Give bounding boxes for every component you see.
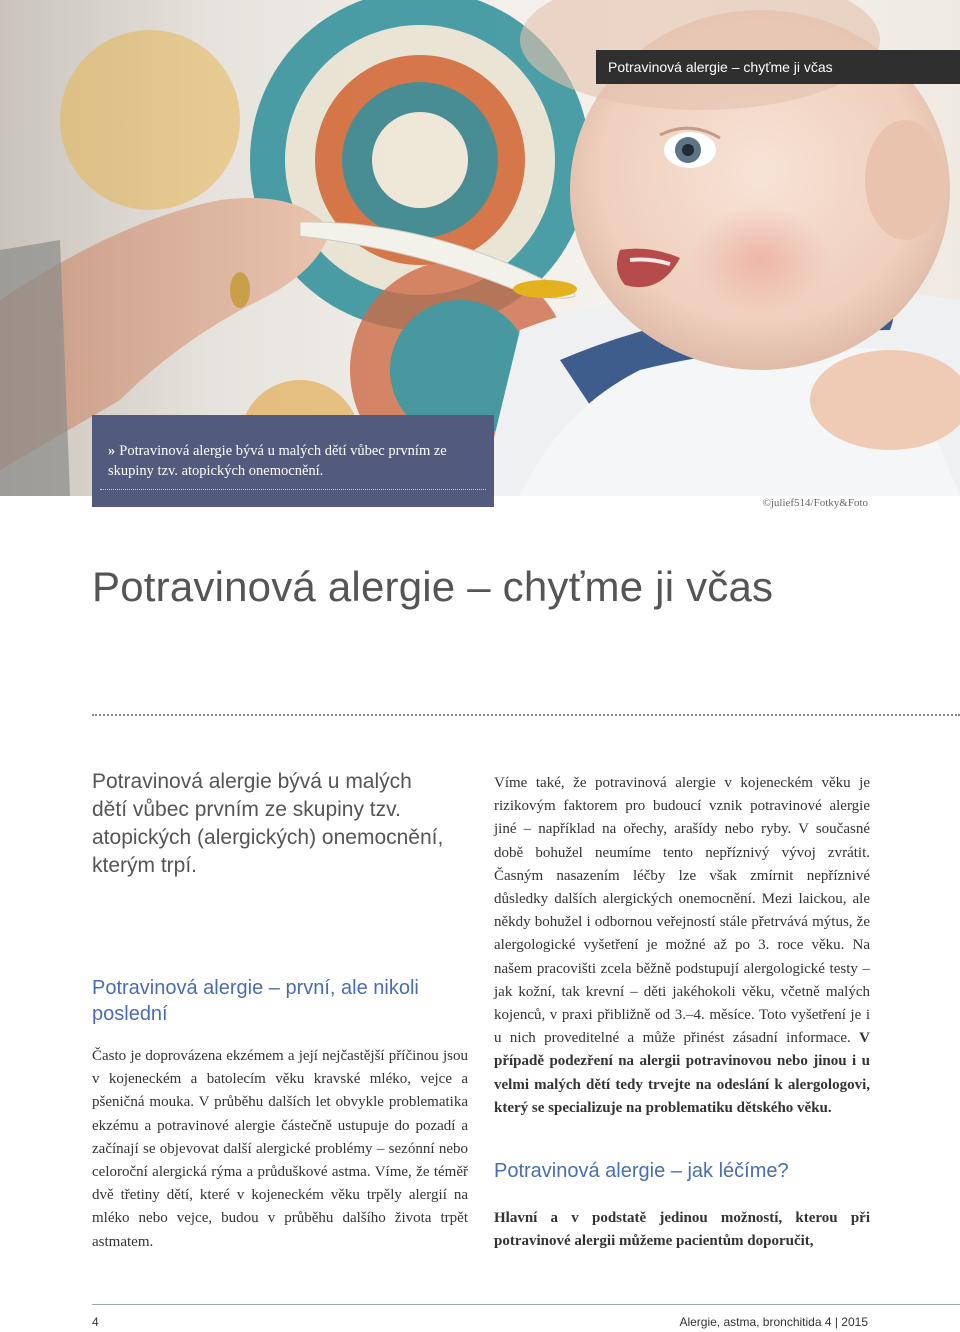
- page-number: 4: [92, 1315, 99, 1329]
- article-lead: Potravinová alergie bývá u malých dětí vůbec prvním ze skupiny tzv. atopických (alergických) onemocnění, kterým trpí.: [92, 770, 444, 877]
- body-text-right: [494, 772, 870, 1120]
- body-text-right-bold: V případě podezření na alergii potravinovou nebo jinou i u velmi malých dětí tedy trvejte na odeslání k alergologovi, který se specializuje na problematiku dětského věku.: [494, 1030, 870, 1116]
- journal-issue: Alergie, astma, bronchitida 4 | 2015: [679, 1315, 868, 1329]
- photo-credit: ©julief514/Fotky&Foto: [762, 497, 868, 509]
- pull-quote-box: [92, 415, 494, 507]
- article-title: Potravinová alergie – chyťme ji včas: [92, 563, 774, 610]
- body-text-right-continuation: Hlavní a v podstatě jedinou možností, kterou při potravinové alergii můžeme pacientům doporučit,: [494, 1210, 870, 1250]
- body-text-right-normal: Víme také, že potravinová alergie v kojeneckém věku je rizikovým faktorem pro budoucí vznik potravinové alergie jiné – například na ořechy, arašídy nebo ryby. V současné době bohužel neumíme tento nepříznivý vývoj zvrátit. Časným nasazením léčby lze však zmírnit nepříznivé důsledky dalších alergických onemocnění. Mezi laickou, ale někdy bohužel i odbornou veřejností stále přetrvává mýtus, že alergologické vyšetření je možné až po 3. roce věku. Na našem pracovišti zcela běžně podstupují alergologické testy – jak kožní, tak krevní – děti jakéhokoli věku, včetně malých kojenců, v praxi přibližně od 3.–4. měsíce. Toto vyšetření je i u nich proveditelné a může přinést zásadní informace.: [494, 775, 870, 1047]
- pull-quote-text: Potravinová alergie bývá u malých dětí vůbec prvním ze skupiny tzv. atopických onemocnění.: [108, 443, 447, 479]
- running-header-band: Potravinová alergie – chyťme ji včas: [596, 50, 960, 84]
- body-text-left: Často je doprovázena ekzémem a její nejčastější příčinou jsou v kojeneckém a batolecím věku kravské mléko, vejce a pšeničná mouka. V průběhu dalších let obvykle problematika ekzému a potravinové alergie částečně ustupuje do pozadí a začínají se objevovat další alergické problémy – sezónní nebo celoroční alergická rýma a průduškové astma. Víme, že téměř dvě třetiny dětí, které v kojeneckém věku trpěly alergií na mléko nebo vejce, budou v průběhu dalšího života trpět astmatem.: [92, 1048, 468, 1250]
- footer-rule: [92, 1304, 960, 1305]
- pull-quote-dotted-rule: [100, 489, 486, 490]
- pull-quote-arrow: »: [108, 443, 116, 459]
- subhead-how-we-treat: Potravinová alergie – jak léčíme?: [494, 1160, 789, 1182]
- subhead-first-not-last: Potravinová alergie – první, ale nikoli poslední: [92, 977, 419, 1025]
- title-dotted-rule: [92, 714, 960, 716]
